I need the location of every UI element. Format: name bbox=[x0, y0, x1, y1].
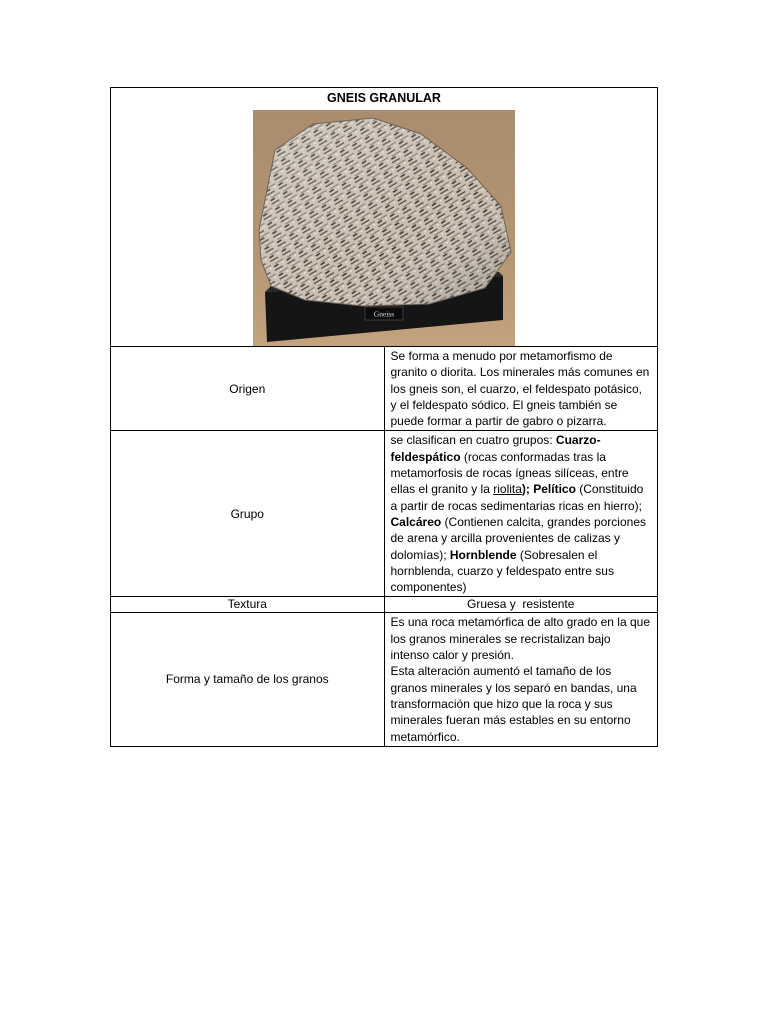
grupo-text-part: (Constituido a partir de rocas sedimentarias ricas en hierro); bbox=[390, 482, 644, 513]
table-row-textura bbox=[111, 597, 658, 613]
gneiss-info-table bbox=[110, 87, 658, 747]
table-row-forma bbox=[111, 613, 658, 746]
forma-paragraph-2: Esta alteración aumentó el tamaño de los granos minerales y los separó en bandas, una transformación que hizo que la roca y sus minerales fueran más estables en su entorno metamórfico. bbox=[390, 664, 637, 744]
riolita-link[interactable]: riolita bbox=[493, 482, 522, 497]
grupo-calcareo: Calcáreo bbox=[390, 514, 442, 529]
grupo-text-part: ); bbox=[521, 482, 534, 497]
textura-label: Textura bbox=[111, 597, 385, 613]
textura-text: Gruesa y resistente bbox=[384, 597, 658, 613]
title-cell bbox=[111, 88, 658, 347]
grupo-hornblende: Hornblende bbox=[449, 547, 517, 562]
grupo-cuarzo-feldespatico: Cuarzo-feldespático bbox=[390, 433, 601, 464]
forma-paragraph-1: Es una roca metamórfica de alto grado en la que los granos minerales se recristalizan bajo intenso calor y presión. bbox=[390, 615, 650, 663]
forma-label: Forma y tamaño de los granos bbox=[111, 613, 385, 746]
grupo-text-part: (Contienen calcita, grandes porciones de arena y arcilla provenientes de calizas y dolomías); bbox=[390, 514, 646, 562]
grupo-pelitico: Pelítico bbox=[533, 482, 576, 497]
grupo-text-part: (Sobresalen el hornblenda, cuarzo y feldespato entre sus componentes) bbox=[390, 547, 614, 595]
rock-label-text: Gneiss bbox=[373, 309, 395, 319]
grupo-text-part: (rocas conformadas tras la metamorfosis de rocas ígneas silíceas, entre ellas el granito y la bbox=[390, 449, 629, 497]
origen-label: Origen bbox=[111, 347, 385, 431]
table-row-origen bbox=[111, 347, 658, 431]
forma-text bbox=[384, 613, 658, 746]
grupo-text bbox=[384, 431, 658, 597]
table-row-grupo bbox=[111, 431, 658, 597]
origen-text: Se forma a menudo por metamorfismo de granito o diorita. Los minerales más comunes en los gneis son, el cuarzo, el feldespato potásico, y el feldespato sódico. El gneis también se puede formar a partir de gabro o pizarra. bbox=[384, 347, 658, 431]
gneiss-rock-photo bbox=[253, 110, 515, 346]
grupo-label: Grupo bbox=[111, 431, 385, 597]
grupo-text-part: se clasifican en cuatro grupos: bbox=[390, 433, 556, 448]
document-title: GNEIS GRANULAR bbox=[327, 91, 441, 105]
